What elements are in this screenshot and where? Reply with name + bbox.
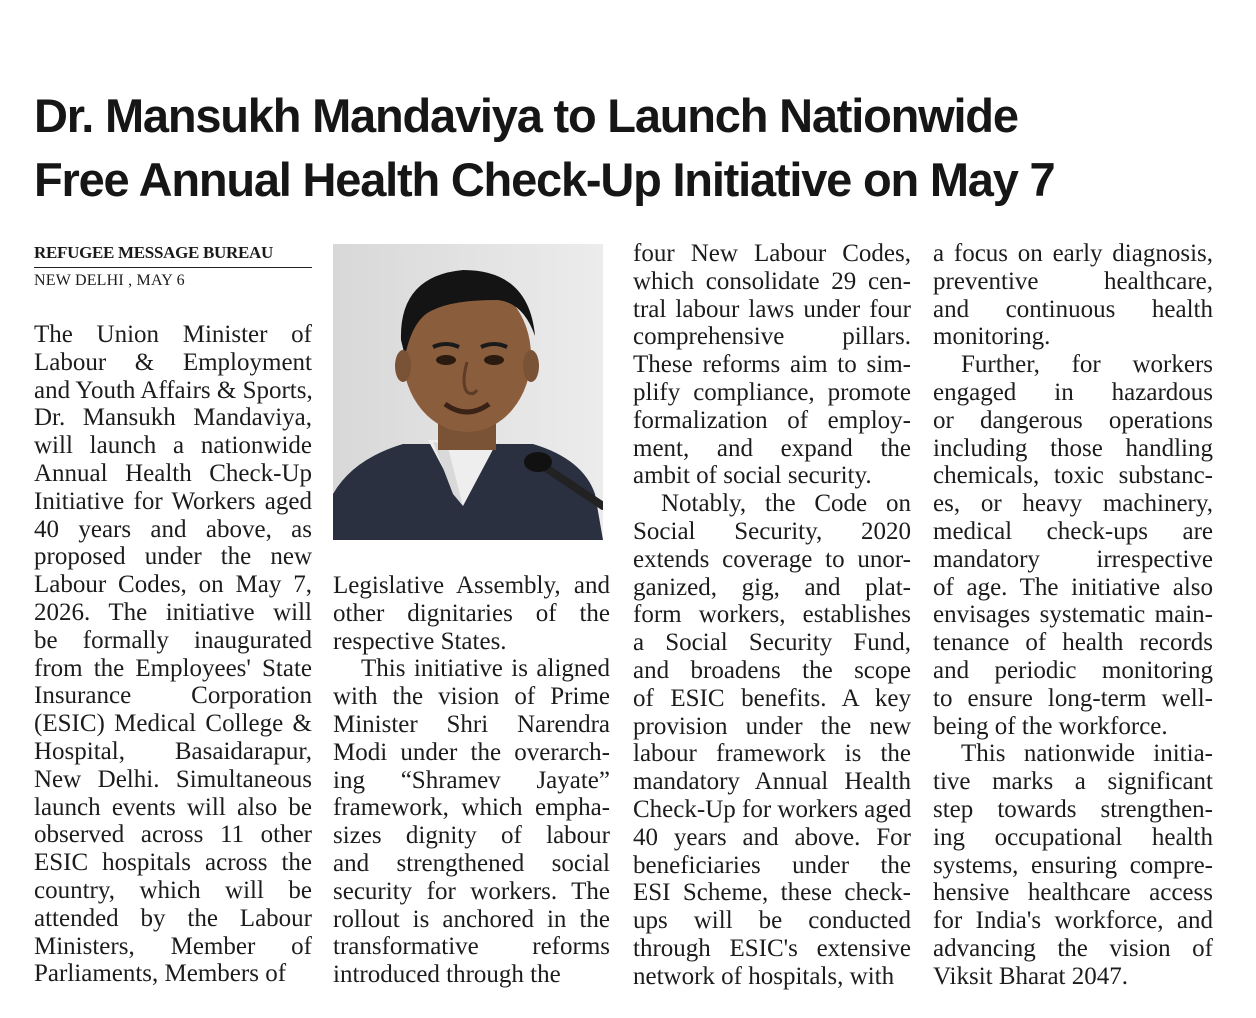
article-line: (ESIC) Medical College & bbox=[34, 710, 312, 738]
article-line: hensive healthcare access bbox=[933, 879, 1213, 907]
article-line: or dangerous operations bbox=[933, 406, 1213, 434]
article-line: attended by the Labour bbox=[34, 904, 312, 932]
article-line: transformative reforms bbox=[333, 933, 610, 961]
article-column-4 bbox=[933, 240, 1213, 991]
portrait-illustration bbox=[333, 244, 603, 540]
article-column-2 bbox=[333, 572, 610, 989]
article-line: and periodic monitoring bbox=[933, 656, 1213, 684]
article-line: of age. The initiative also bbox=[933, 573, 1213, 601]
headline bbox=[34, 84, 1234, 212]
article-line: Initiative for Workers aged bbox=[34, 487, 312, 515]
article-line: being of the workforce. bbox=[933, 712, 1168, 740]
article-line: formalization of employ- bbox=[633, 406, 911, 434]
article-line: of ESIC benefits. A key bbox=[633, 684, 911, 712]
article-line: Minister Shri Narendra bbox=[333, 710, 610, 738]
article-line: ment, and expand the bbox=[633, 434, 911, 462]
article-line: chemicals, toxic substanc- bbox=[933, 462, 1213, 490]
headline-line-1: Dr. Mansukh Mandaviya to Launch Nationwide bbox=[34, 89, 1018, 142]
article-line: engaged in hazardous bbox=[933, 378, 1213, 406]
article-line: ups will be conducted bbox=[633, 907, 911, 935]
article-line: Annual Health Check-Up bbox=[34, 459, 312, 487]
article-line: medical check-ups are bbox=[933, 517, 1213, 545]
article-line: Check-Up for workers aged bbox=[633, 795, 912, 823]
article-line: tral labour laws under four bbox=[633, 295, 911, 323]
article-line: step towards strengthen- bbox=[933, 795, 1213, 823]
article-line: Modi under the overarch- bbox=[333, 738, 610, 766]
article-line: Labour Codes, on May 7, bbox=[34, 571, 312, 599]
article-line: This initiative is aligned bbox=[361, 655, 610, 683]
article-line: The Union Minister of bbox=[34, 321, 312, 348]
bureau-credit: REFUGEE MESSAGE BUREAU bbox=[34, 243, 312, 268]
article-line: ambit of social security. bbox=[633, 462, 872, 490]
article-column-3 bbox=[633, 240, 911, 991]
article-line: and continuous health bbox=[933, 295, 1213, 323]
article-line: sizes dignity of labour bbox=[333, 822, 610, 850]
article-line: ESIC hospitals across the bbox=[34, 849, 312, 877]
article-line: Social Security, 2020 bbox=[633, 517, 911, 545]
article-line: labour framework is the bbox=[633, 740, 911, 768]
article-line: framework, which empha- bbox=[333, 794, 610, 822]
article-line: provision under the new bbox=[633, 712, 911, 740]
article-line: from the Employees' State bbox=[34, 654, 312, 682]
article-line: ing “Shramev Jayate” bbox=[333, 766, 610, 794]
article-line: with the vision of Prime bbox=[333, 683, 610, 711]
article-line: This nationwide initia- bbox=[961, 740, 1213, 768]
headline-line-2: Free Annual Health Check-Up Initiative on May 7 bbox=[34, 153, 1055, 206]
article-line: ing occupational health bbox=[933, 823, 1213, 851]
article-line: preventive healthcare, bbox=[933, 267, 1213, 295]
article-line: Legislative Assembly, and bbox=[333, 572, 610, 599]
article-line: will launch a nationwide bbox=[34, 432, 312, 460]
article-line: monitoring. bbox=[933, 323, 1051, 351]
article-line: respective States. bbox=[333, 627, 507, 655]
article-line: 40 years and above. For bbox=[633, 823, 911, 851]
article-line: be formally inaugurated bbox=[34, 626, 312, 654]
article-line: es, or heavy machinery, bbox=[933, 490, 1213, 518]
article-line: launch events will also be bbox=[34, 793, 312, 821]
article-line: beneficiaries under the bbox=[633, 851, 911, 879]
article-line: and Youth Affairs & Sports, bbox=[34, 376, 313, 404]
article-line: Ministers, Member of bbox=[34, 932, 312, 960]
article-line: network of hospitals, with bbox=[633, 962, 895, 990]
article-line: mandatory Annual Health bbox=[633, 768, 911, 796]
article-line: including those handling bbox=[933, 434, 1213, 462]
article-line: Notably, the Code on bbox=[661, 490, 911, 518]
article-line: and strengthened social bbox=[333, 849, 610, 877]
article-line: ganized, gig, and plat- bbox=[633, 573, 911, 601]
article-line: plify compliance, promote bbox=[633, 378, 911, 406]
article-line: for India's workforce, and bbox=[933, 907, 1213, 935]
article-line: Hospital, Basaidarapur, bbox=[34, 737, 312, 765]
article-line: four New Labour Codes, bbox=[633, 240, 911, 267]
article-line: form workers, establishes bbox=[633, 601, 911, 629]
article-line: a Social Security Fund, bbox=[633, 629, 911, 657]
article-line: introduced through the bbox=[333, 961, 561, 989]
article-line: systems, ensuring compre- bbox=[933, 851, 1213, 879]
article-line: through ESIC's extensive bbox=[633, 934, 911, 962]
article-line: and broadens the scope bbox=[633, 656, 911, 684]
article-line: envisages systematic main- bbox=[933, 601, 1213, 629]
article-line: extends coverage to unor- bbox=[633, 545, 911, 573]
byline bbox=[34, 243, 312, 290]
dateline: NEW DELHI , MAY 6 bbox=[34, 272, 185, 289]
article-line: comprehensive pillars. bbox=[633, 323, 911, 351]
article-line: These reforms aim to sim- bbox=[633, 351, 911, 379]
article-line: rollout is anchored in the bbox=[333, 905, 610, 933]
article-line: Viksit Bharat 2047. bbox=[933, 962, 1129, 990]
article-line: to ensure long-term well- bbox=[933, 684, 1213, 712]
article-line: tive marks a significant bbox=[933, 768, 1213, 796]
article-line: Further, for workers bbox=[961, 351, 1213, 379]
article-line: advancing the vision of bbox=[933, 934, 1213, 962]
article-line: a focus on early diagnosis, bbox=[933, 240, 1213, 267]
article-line: Insurance Corporation bbox=[34, 682, 312, 710]
article-line: which consolidate 29 cen- bbox=[633, 267, 911, 295]
article-line: mandatory irrespective bbox=[933, 545, 1213, 573]
article-line: security for workers. The bbox=[333, 877, 610, 905]
article-line: ESI Scheme, these check- bbox=[633, 879, 911, 907]
article-line: observed across 11 other bbox=[34, 821, 312, 849]
article-line: 40 years and above, as bbox=[34, 515, 312, 543]
article-column-1 bbox=[34, 321, 312, 988]
article-line: Dr. Mansukh Mandaviya, bbox=[34, 404, 312, 432]
article-line: proposed under the new bbox=[34, 543, 312, 571]
article-line: Parliaments, Members of bbox=[34, 960, 287, 988]
minister-photo bbox=[333, 244, 603, 540]
article-line: other dignitaries of the bbox=[333, 599, 610, 627]
article-line: country, which will be bbox=[34, 876, 312, 904]
article-line: 2026. The initiative will bbox=[34, 598, 312, 626]
article-line: tenance of health records bbox=[933, 629, 1213, 657]
article-line: Labour & Employment bbox=[34, 348, 312, 376]
article-line: New Delhi. Simultaneous bbox=[34, 765, 312, 793]
